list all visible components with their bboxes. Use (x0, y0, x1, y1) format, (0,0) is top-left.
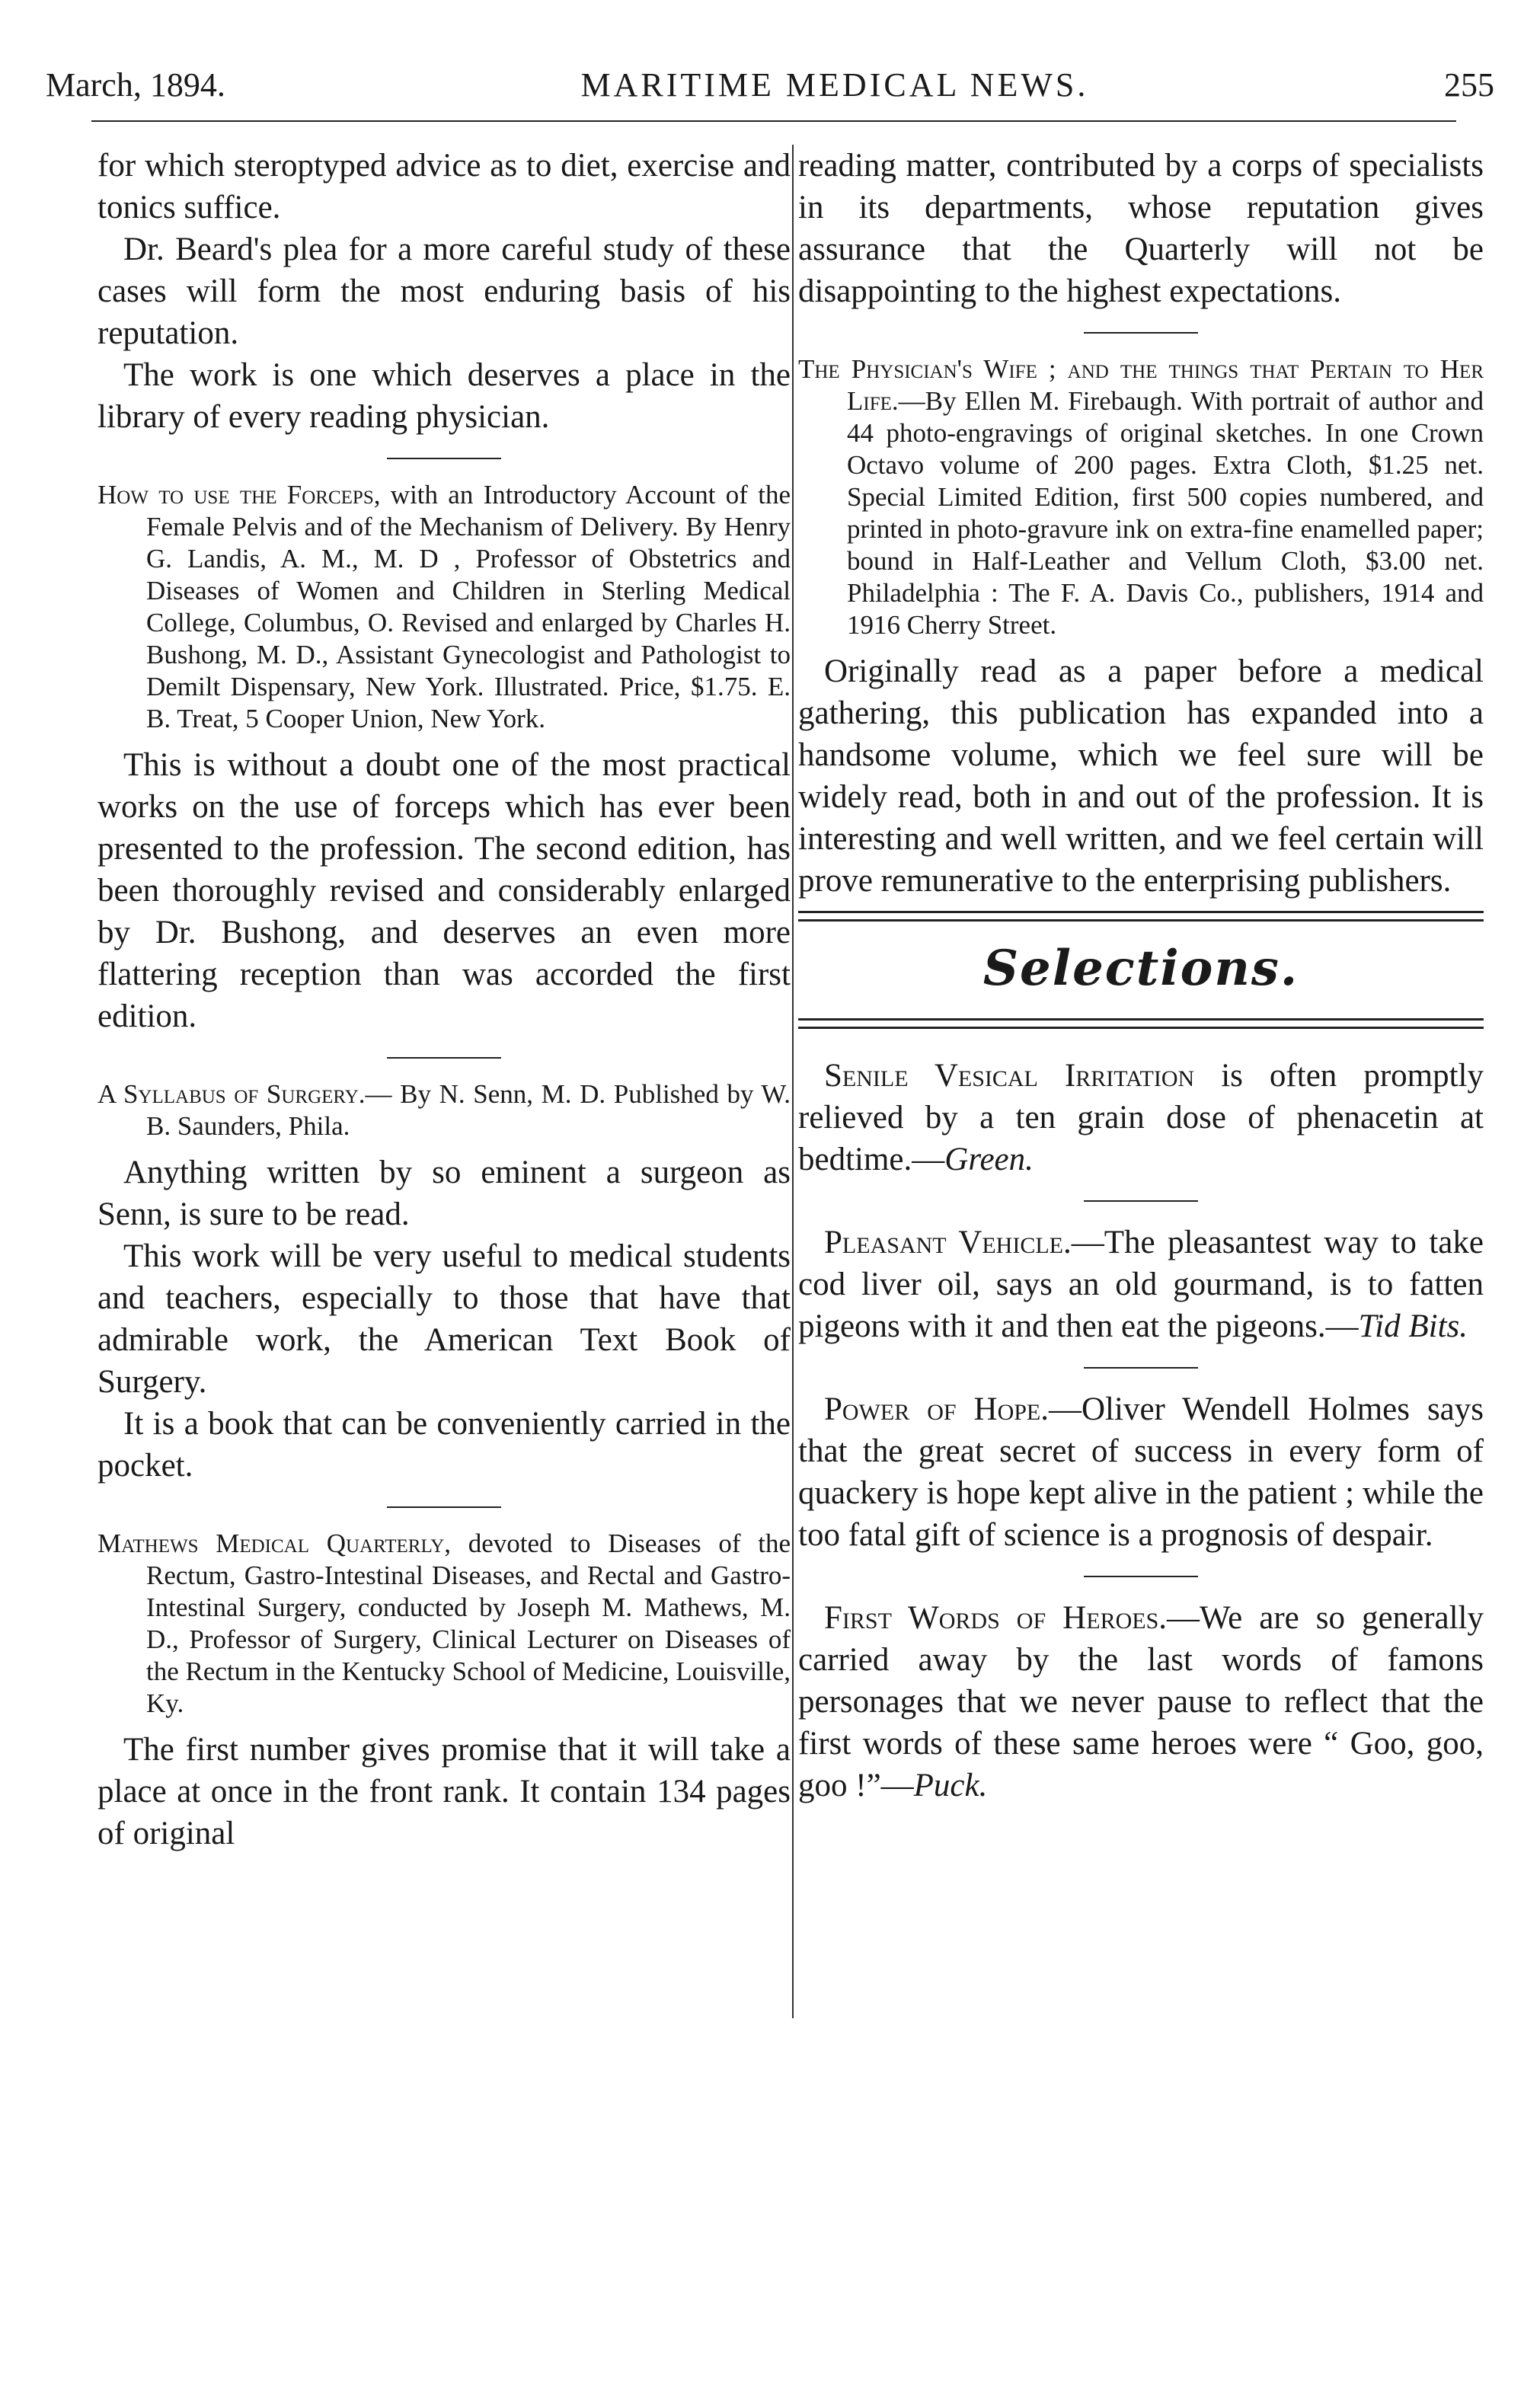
review-paragraph: Originally read as a paper before a medical gathering, this publication has expanded into a handsome volume, which we feel sure will be widely read, both in and out of the profession. It is interesting and well written, and we feel certain will prove remunerative to the enterprising publishers. (798, 653, 1484, 899)
running-header (46, 65, 1494, 114)
selection-item-vehicle (798, 1222, 1484, 1347)
item-title: First Words of Heroes. (824, 1600, 1167, 1636)
book-title: How to use the Forceps, (97, 480, 381, 510)
book-notice-forceps (97, 479, 791, 735)
journal-title: MARITIME MEDICAL NEWS. (580, 66, 1089, 104)
right-column (798, 145, 1484, 2353)
issue-date: March, 1894. (46, 66, 225, 104)
double-rule (798, 911, 1484, 922)
item-source: Puck. (913, 1768, 988, 1803)
section-rule (1084, 1200, 1198, 1202)
item-text: —Oliver Wendell Holmes says that the great secret of success in every form of quackery is hope kept alive in the patient ; while the too fatal gift of science is a prognosis of despair. (798, 1391, 1484, 1553)
paragraph: Dr. Beard's plea for a more careful study of these cases will form the most enduring basis of his reputation. (97, 232, 791, 351)
item-text: —We are so generally carried away by the last words of famons personages that we never pause to reflect that the first words of these same heroes were “ Goo, goo, goo !”— (798, 1600, 1484, 1803)
section-rule (1084, 332, 1198, 334)
section-rule (1084, 1576, 1198, 1577)
book-title: Mathews Medical Quarterly, (97, 1529, 452, 1558)
left-column (97, 145, 791, 2353)
book-notice-mathews (97, 1528, 791, 1720)
paragraph: The work is one which deserves a place in the library of every reading physician. (97, 357, 791, 435)
selections-heading: Selections. (982, 940, 1299, 997)
selection-item-heroes (798, 1597, 1484, 1806)
selection-item-hope (798, 1388, 1484, 1556)
book-details: devoted to Diseases of the Rectum, Gastro-Intestinal Diseases, and Rectal and Gastro-Intestinal Surgery, conducted by Joseph M. Mathews, M. D., Professor of Surgery, Clinical Lecturer on Diseases of the Rectum in the Kentucky School of Medicine, Louisville, Ky. (146, 1529, 791, 1718)
item-title: Power of Hope. (824, 1391, 1049, 1427)
book-notice-wife (798, 353, 1484, 641)
section-rule (387, 458, 501, 459)
review-paragraph: This work will be very useful to medical students and teachers, especially to those that have that admirable work, the American Text Book of Surgery. (97, 1238, 791, 1400)
paragraph: for which steroptyped advice as to diet, exercise and tonics suffice. (97, 148, 791, 225)
book-details: —By Ellen M. Firebaugh. With portrait of author and 44 photo-engravings of original sketches. In one Crown Octavo volume of 200 pages. Extra Cloth, $1.25 net. Special Limited Edition, first 500 copies numbered, and printed in photo-gravure ink on extra-fine enamelled paper; bound in Half-Leather and Vellum Cloth, $3.00 net. Philadelphia : The F. A. Davis Co., publishers, 1914 and 1916 Cherry Street. (847, 386, 1484, 640)
paragraph: reading matter, contributed by a corps of specialists in its departments, whose reputation gives assurance that the Quarterly will not be disappointing to the highest expectations. (798, 148, 1484, 309)
selection-item-senile (798, 1055, 1484, 1180)
item-source: Tid Bits. (1358, 1308, 1468, 1344)
page-number: 255 (1444, 66, 1494, 104)
review-paragraph: Anything written by so eminent a surgeon as Senn, is sure to be read. (97, 1155, 791, 1232)
review-paragraph: This is without a doubt one of the most practical works on the use of forceps which has ever been presented to the profession. The second edition, has been thoroughly revised and considerably enlarged by Dr. Bushong, and deserves an even more flattering reception than was accorded the first edition. (97, 747, 791, 1034)
book-details: with an Introductory Account of the Female Pelvis and of the Mechanism of Delivery. By Henry G. Landis, A. M., M. D , Professor of Obstetrics and Diseases of Women and Children in Sterling Medical College, Columbus, O. Revised and enlarged by Charles H. Bushong, M. D., Assistant Gynecologist and Pathologist to Demilt Dispensary, New York. Illustrated. Price, $1.75. E. B. Treat, 5 Cooper Union, New York. (146, 480, 791, 733)
item-text: —The pleasantest way to take cod liver oil, says an old gourmand, is to fatten pigeons with it and then eat the pigeons.— (798, 1225, 1484, 1344)
review-paragraph: It is a book that can be conveniently carried in the pocket. (97, 1406, 791, 1484)
item-title: Senile Vesical Irritation (824, 1058, 1195, 1094)
review-paragraph: The first number gives promise that it will take a place at once in the front rank. It contain 134 pages of original (97, 1732, 791, 1851)
item-text: is often promptly relieved by a ten grain dose of phenacetin at bedtime.— (798, 1058, 1484, 1177)
section-rule (387, 1506, 501, 1508)
header-rule (91, 120, 1456, 122)
book-title: The Physician's Wife ; and the things that Pertain to Her Life. (798, 354, 1484, 416)
book-notice-surgery (97, 1078, 791, 1142)
item-title: Pleasant Vehicle. (824, 1225, 1072, 1260)
book-title: A Syllabus of Surgery. (97, 1079, 366, 1109)
section-rule (1084, 1367, 1198, 1369)
section-rule (387, 1057, 501, 1059)
double-rule (798, 1018, 1484, 1029)
column-divider (792, 145, 794, 2018)
book-details: — By N. Senn, M. D. Published by W. B. Saunders, Phila. (146, 1079, 791, 1141)
item-source: Green. (944, 1142, 1034, 1177)
